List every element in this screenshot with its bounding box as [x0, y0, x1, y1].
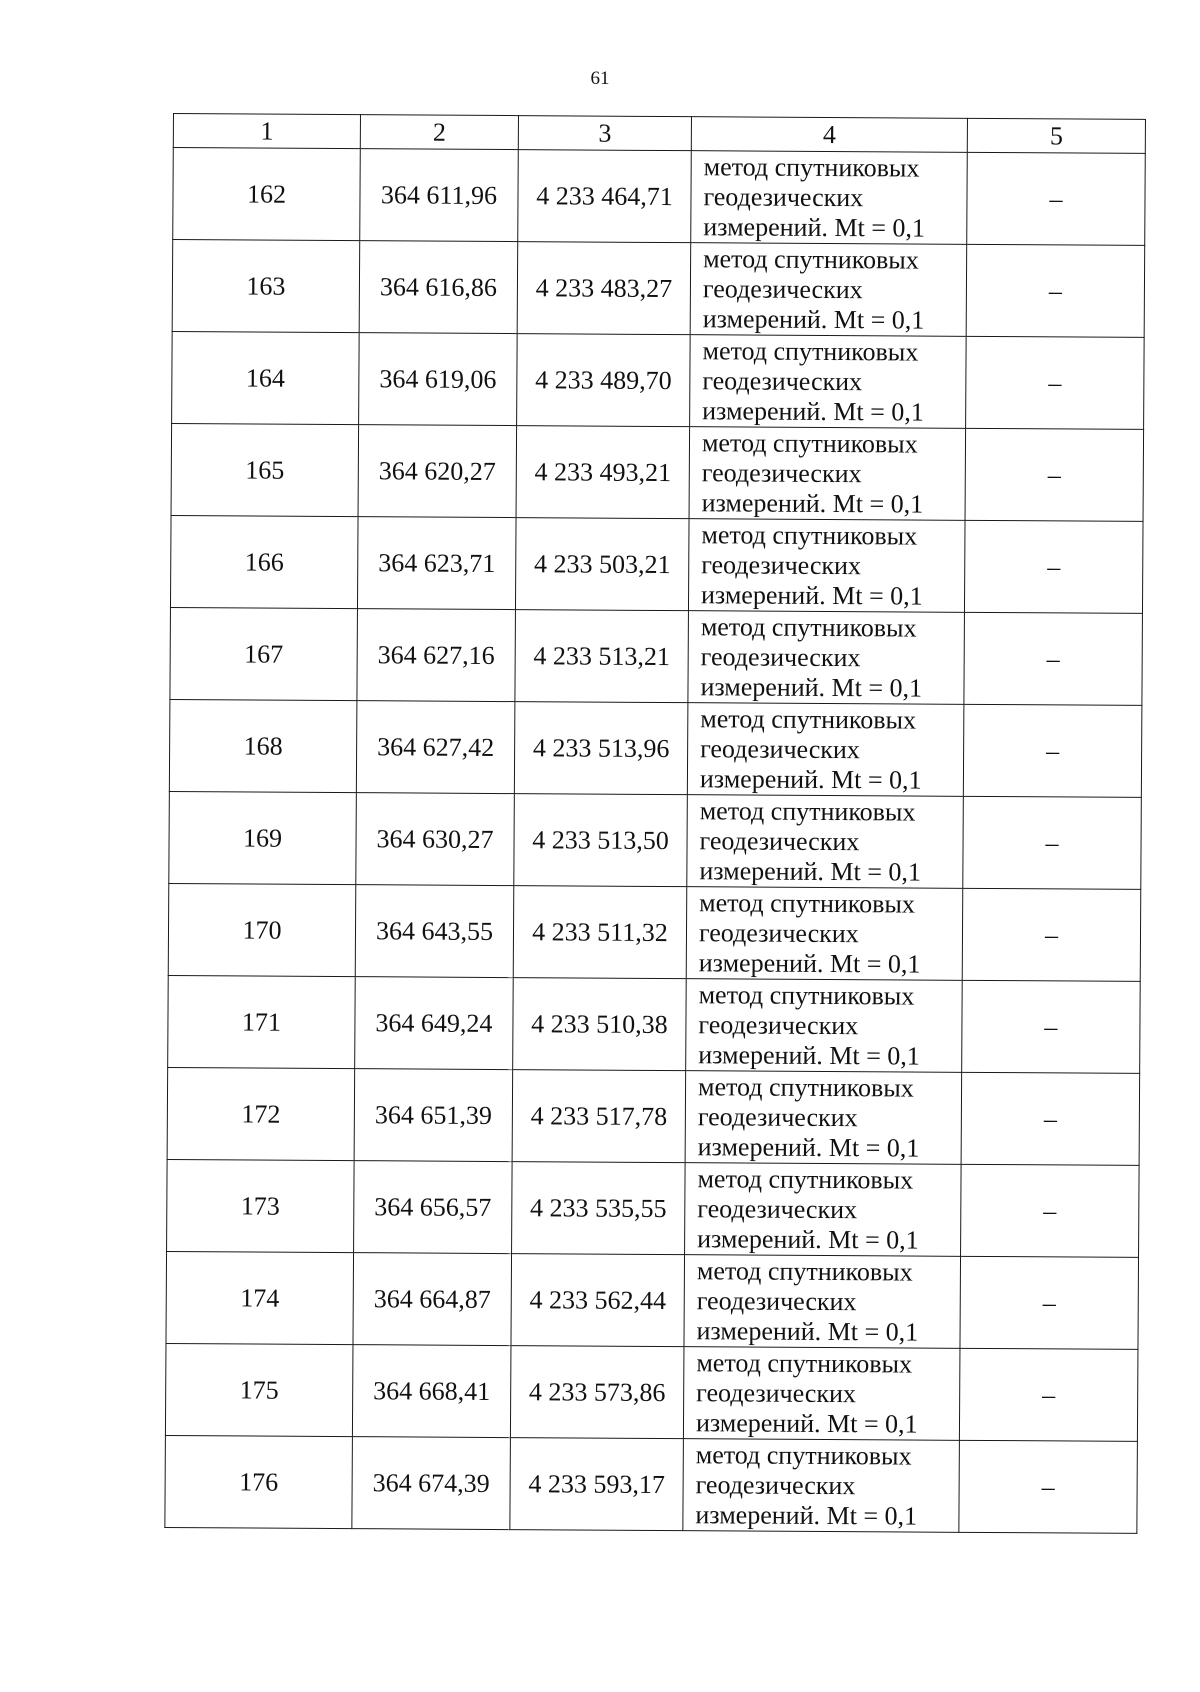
method-line: измерений. Mt = 0,1 [701, 487, 924, 519]
note-cell: – [960, 1256, 1139, 1349]
method-cell [691, 151, 968, 245]
point-number-cell: 166 [170, 515, 358, 608]
table-row [168, 975, 1141, 1073]
method-line: геодезических [703, 181, 864, 212]
method-line: геодезических [700, 733, 860, 764]
method-line: измерений. Mt = 0,1 [699, 763, 922, 795]
table-row [170, 515, 1143, 613]
method-cell [684, 1255, 961, 1349]
x-coordinate-cell: 364 668,41 [352, 1345, 511, 1438]
column-header-3: 3 [518, 116, 691, 151]
page-number: 61 [590, 68, 610, 89]
method-line: измерений. Mt = 0,1 [697, 1131, 920, 1163]
y-coordinate-cell: 4 233 464,71 [518, 150, 692, 243]
y-coordinate-cell: 4 233 503,21 [515, 518, 689, 611]
table-row [167, 1159, 1140, 1257]
table-row [172, 331, 1145, 429]
point-number-cell: 174 [166, 1251, 354, 1344]
method-line: измерений. Mt = 0,1 [695, 1407, 918, 1439]
method-line: измерений. Mt = 0,1 [703, 211, 926, 243]
y-coordinate-cell: 4 233 513,21 [515, 610, 689, 703]
note-cell: – [966, 336, 1145, 429]
method-line: измерений. Mt = 0,1 [696, 1315, 919, 1347]
y-coordinate-cell: 4 233 513,96 [514, 702, 688, 795]
method-line: геодезических [698, 1009, 859, 1040]
method-cell [686, 979, 963, 1073]
table-row [170, 607, 1143, 705]
note-cell: – [967, 152, 1146, 245]
table-row [167, 1067, 1140, 1165]
column-header-4: 4 [691, 117, 967, 153]
table-row [166, 1251, 1139, 1349]
y-coordinate-cell: 4 233 562,44 [511, 1254, 685, 1347]
note-cell: – [961, 1072, 1140, 1165]
table-row [171, 423, 1144, 521]
x-coordinate-cell: 364 651,39 [354, 1069, 513, 1162]
method-line: геодезических [697, 1193, 858, 1224]
x-coordinate-cell: 364 656,57 [354, 1161, 513, 1254]
y-coordinate-cell: 4 233 510,38 [513, 978, 687, 1071]
method-line: метод спутниковых [696, 1347, 913, 1379]
x-coordinate-cell: 364 620,27 [358, 425, 517, 518]
method-cell [683, 1347, 960, 1441]
point-number-cell: 165 [171, 423, 359, 516]
method-line: измерений. Mt = 0,1 [702, 395, 924, 427]
y-coordinate-cell: 4 233 573,86 [510, 1346, 684, 1439]
method-cell [683, 1439, 960, 1533]
note-cell: – [963, 796, 1142, 889]
method-line: измерений. Mt = 0,1 [695, 1499, 918, 1531]
method-cell [685, 1163, 962, 1257]
y-coordinate-cell: 4 233 511,32 [513, 886, 687, 979]
method-line: метод спутниковых [695, 1439, 912, 1471]
method-line: геодезических [701, 457, 862, 488]
point-number-cell: 173 [167, 1159, 355, 1252]
method-line: геодезических [702, 273, 863, 304]
method-line: измерений. Mt = 0,1 [697, 1223, 919, 1255]
point-number-cell: 170 [168, 883, 356, 976]
note-cell: – [963, 704, 1142, 797]
method-line: геодезических [701, 549, 862, 580]
note-cell: – [965, 428, 1144, 521]
y-coordinate-cell: 4 233 513,50 [514, 794, 688, 887]
y-coordinate-cell: 4 233 535,55 [512, 1162, 686, 1255]
method-line: измерений. Mt = 0,1 [700, 671, 923, 703]
y-coordinate-cell: 4 233 593,17 [510, 1438, 684, 1531]
x-coordinate-cell: 364 627,42 [356, 701, 515, 794]
method-line: измерений. Mt = 0,1 [698, 1039, 920, 1071]
method-line: метод спутниковых [699, 795, 916, 827]
coordinates-table [164, 113, 1146, 1534]
method-line: геодезических [696, 1285, 857, 1316]
method-line: измерений. Mt = 0,1 [698, 947, 921, 979]
x-coordinate-cell: 364 674,39 [352, 1437, 511, 1530]
method-cell [687, 795, 964, 889]
method-line: метод спутниковых [697, 1163, 914, 1195]
x-coordinate-cell: 364 616,86 [359, 241, 518, 334]
point-number-cell: 169 [169, 791, 357, 884]
x-coordinate-cell: 364 611,96 [360, 149, 519, 242]
method-cell [686, 887, 963, 981]
point-number-cell: 171 [168, 975, 356, 1068]
y-coordinate-cell: 4 233 493,21 [516, 426, 690, 519]
method-cell [687, 703, 964, 797]
method-cell [688, 611, 965, 705]
method-line: геодезических [699, 825, 860, 856]
method-line: метод спутниковых [697, 1071, 914, 1103]
note-cell: – [959, 1440, 1138, 1533]
table-row [165, 1435, 1138, 1533]
table-row [172, 240, 1145, 338]
x-coordinate-cell: 364 649,24 [355, 977, 514, 1070]
x-coordinate-cell: 364 619,06 [359, 333, 518, 426]
method-cell [690, 243, 967, 337]
point-number-cell: 162 [173, 148, 361, 241]
note-cell: – [964, 612, 1143, 705]
method-cell [690, 335, 967, 429]
table-body [165, 148, 1145, 1534]
x-coordinate-cell: 364 623,71 [357, 517, 516, 610]
x-coordinate-cell: 364 664,87 [353, 1253, 512, 1346]
method-line: геодезических [697, 1101, 858, 1132]
note-cell: – [959, 1348, 1138, 1441]
method-line: метод спутниковых [700, 611, 917, 643]
method-line: метод спутниковых [698, 979, 915, 1011]
point-number-cell: 167 [170, 607, 358, 700]
method-line: метод спутниковых [700, 703, 917, 735]
method-cell [685, 1071, 962, 1165]
method-line: измерений. Mt = 0,1 [702, 303, 925, 335]
method-line: метод спутниковых [701, 427, 918, 459]
method-line: метод спутниковых [699, 887, 915, 919]
method-line: метод спутниковых [703, 243, 919, 275]
note-cell: – [966, 244, 1145, 337]
method-cell [688, 519, 965, 613]
column-header-1: 1 [173, 114, 360, 149]
note-cell: – [962, 888, 1141, 981]
y-coordinate-cell: 4 233 517,78 [512, 1070, 686, 1163]
method-line: геодезических [702, 365, 863, 396]
table-row [168, 883, 1141, 981]
point-number-cell: 175 [165, 1343, 353, 1436]
method-line: метод спутниковых [696, 1255, 913, 1287]
y-coordinate-cell: 4 233 489,70 [517, 334, 691, 427]
table-row [169, 699, 1142, 797]
point-number-cell: 163 [172, 240, 360, 333]
method-line: геодезических [698, 917, 859, 948]
x-coordinate-cell: 364 627,16 [357, 609, 516, 702]
point-number-cell: 172 [167, 1067, 355, 1160]
note-cell: – [962, 980, 1141, 1073]
table-row [173, 148, 1146, 246]
table-row [169, 791, 1142, 889]
column-header-5: 5 [967, 118, 1145, 153]
point-number-cell: 164 [172, 331, 360, 424]
y-coordinate-cell: 4 233 483,27 [517, 242, 691, 335]
method-line: геодезических [696, 1377, 857, 1408]
note-cell: – [961, 1164, 1140, 1257]
point-number-cell: 176 [165, 1435, 353, 1528]
column-header-2: 2 [360, 115, 518, 150]
table-row [165, 1343, 1138, 1441]
method-line: измерений. Mt = 0,1 [699, 855, 922, 887]
method-line: геодезических [700, 641, 861, 672]
method-line: метод спутниковых [701, 519, 918, 551]
x-coordinate-cell: 364 643,55 [355, 885, 514, 978]
x-coordinate-cell: 364 630,27 [356, 793, 515, 886]
method-line: геодезических [695, 1469, 856, 1500]
point-number-cell: 168 [169, 699, 357, 792]
method-line: метод спутниковых [703, 151, 920, 183]
method-cell [689, 427, 966, 521]
note-cell: – [964, 520, 1143, 613]
method-line: измерений. Mt = 0,1 [700, 579, 923, 611]
method-line: метод спутниковых [702, 335, 919, 367]
